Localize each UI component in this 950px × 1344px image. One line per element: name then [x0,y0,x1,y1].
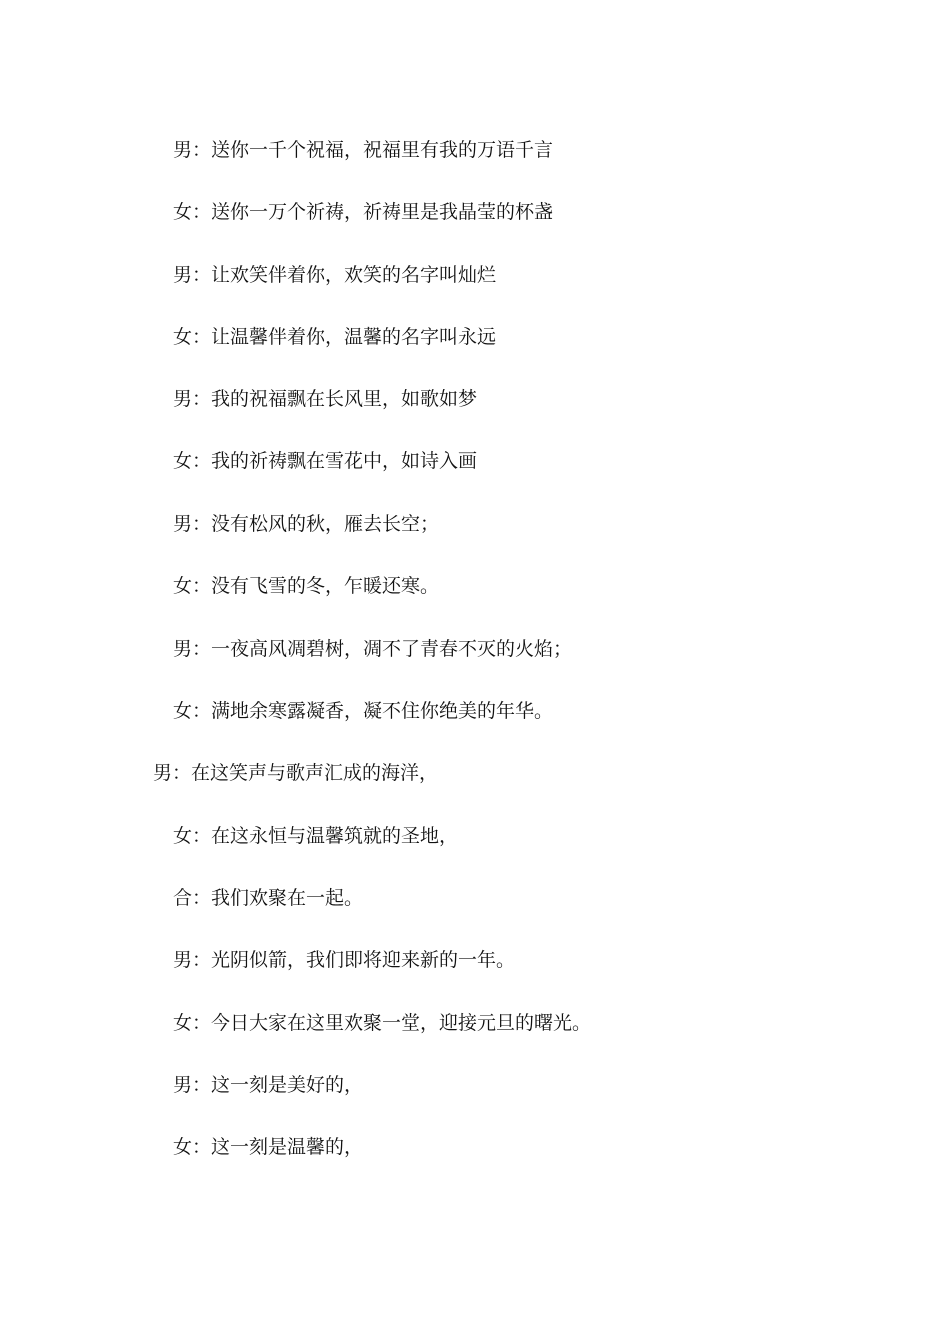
dialogue-line: 女：满地余寒露凝香，凝不住你绝美的年华。 [173,700,554,722]
dialogue-line: 男：一夜高风凋碧树，凋不了青春不灭的火焰； [173,638,573,660]
dialogue-line: 女：这一刻是温馨的， [173,1136,364,1158]
dialogue-line: 合：我们欢聚在一起。 [173,887,364,909]
dialogue-line: 女：让温馨伴着你，温馨的名字叫永远 [173,326,497,348]
dialogue-line: 男：光阴似箭，我们即将迎来新的一年。 [173,949,516,971]
dialogue-line: 男：在这笑声与歌声汇成的海洋， [153,762,439,784]
dialogue-line: 男：这一刻是美好的， [173,1074,364,1096]
dialogue-line: 男：送你一千个祝福，祝福里有我的万语千言 [173,139,554,161]
dialogue-line: 男：没有松风的秋，雁去长空； [173,513,440,535]
dialogue-line: 女：我的祈祷飘在雪花中，如诗入画 [173,450,478,472]
dialogue-line: 男：我的祝福飘在长风里，如歌如梦 [173,388,478,410]
dialogue-line: 女：送你一万个祈祷，祈祷里是我晶莹的杯盏 [173,201,554,223]
dialogue-line: 女：没有飞雪的冬，乍暖还寒。 [173,575,440,597]
dialogue-line: 女：在这永恒与温馨筑就的圣地， [173,825,459,847]
dialogue-line: 女：今日大家在这里欢聚一堂，迎接元旦的曙光。 [173,1012,592,1034]
dialogue-line: 男：让欢笑伴着你，欢笑的名字叫灿烂 [173,264,497,286]
